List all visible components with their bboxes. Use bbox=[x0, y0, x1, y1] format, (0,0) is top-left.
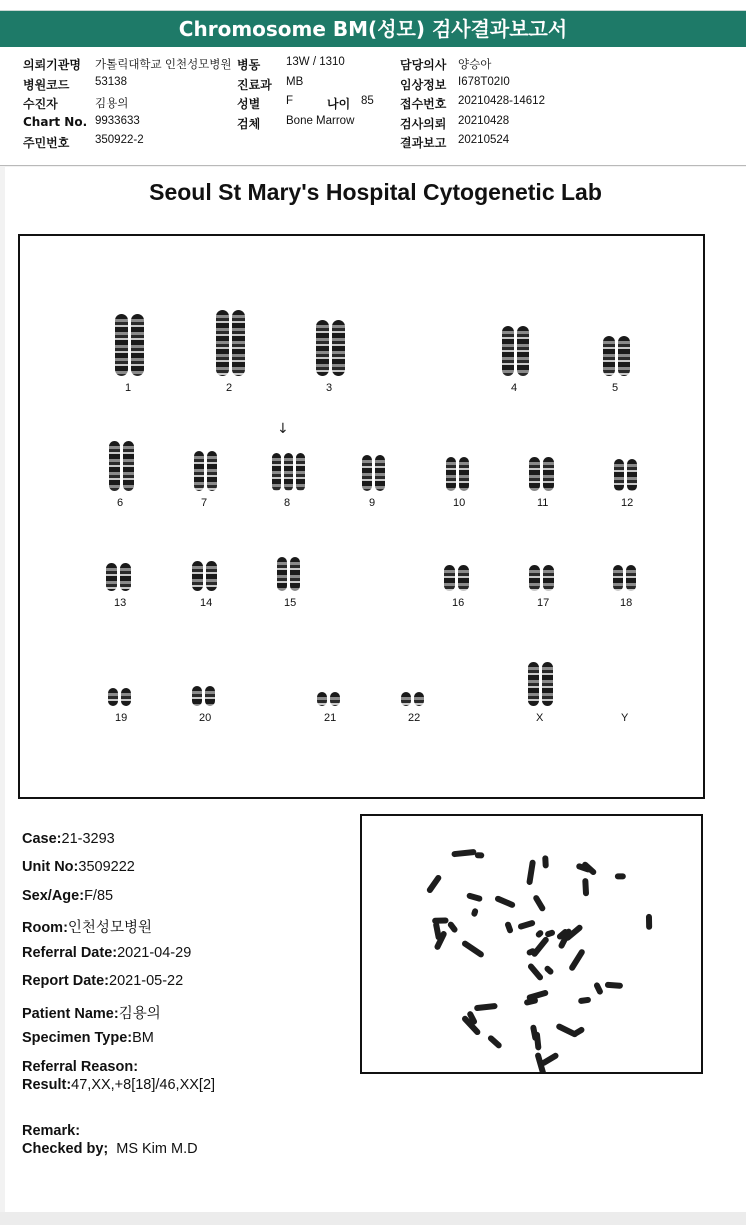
request-value: 20210428 bbox=[458, 115, 510, 127]
request-label: 검사의뢰 bbox=[400, 117, 447, 131]
spread-chromosome bbox=[526, 859, 536, 885]
chromosome-label: 21 bbox=[324, 712, 337, 724]
specimen-label: 검체 bbox=[237, 117, 261, 131]
spread-chromosome bbox=[544, 929, 556, 938]
checked-value: MS Kim M.D bbox=[116, 1141, 198, 1157]
spread-chromosome bbox=[494, 895, 516, 909]
referral-date-line bbox=[22, 945, 191, 961]
result-report-label: 결과보고 bbox=[400, 136, 447, 150]
chromosome bbox=[401, 692, 411, 706]
chromosome-pair-7 bbox=[194, 451, 217, 491]
chromosome-label: 4 bbox=[511, 382, 518, 394]
hospital-code-label: 병원코드 bbox=[23, 78, 70, 92]
chromosome-pair-18 bbox=[613, 565, 636, 591]
chromosome bbox=[528, 662, 539, 706]
referral-date-value: 2021-04-29 bbox=[117, 945, 192, 961]
specimen-value: Bone Marrow bbox=[286, 115, 355, 127]
remark-label: Remark: bbox=[22, 1123, 81, 1139]
clinical-label: 임상정보 bbox=[400, 78, 447, 92]
chromosome bbox=[192, 686, 202, 706]
case-value: 21-3293 bbox=[61, 831, 115, 847]
chromosome bbox=[296, 453, 305, 491]
room-value: 인천성모병원 bbox=[67, 920, 152, 936]
chromosome bbox=[316, 320, 329, 376]
chromosome-pair-X bbox=[528, 662, 553, 706]
chromosome bbox=[458, 565, 469, 591]
age-value: 85 bbox=[361, 95, 374, 107]
chromosome bbox=[109, 441, 120, 491]
chromosome bbox=[232, 310, 245, 376]
chromosome bbox=[529, 457, 540, 491]
case-label: Case: bbox=[22, 831, 62, 847]
chromosome-label: 6 bbox=[117, 497, 124, 509]
chromosome-label: Y bbox=[621, 712, 629, 724]
referral-date-label: Referral Date: bbox=[22, 945, 118, 961]
chromosome bbox=[121, 688, 131, 706]
chromosome bbox=[517, 326, 529, 376]
chromosome-label: 8 bbox=[284, 497, 291, 509]
spread-chromosome bbox=[487, 1034, 503, 1049]
chromosome bbox=[618, 336, 630, 376]
chromosome bbox=[216, 310, 229, 376]
chromosome bbox=[194, 451, 204, 491]
reception-label: 접수번호 bbox=[400, 97, 447, 111]
chromosome-label: X bbox=[536, 712, 544, 724]
chromosome bbox=[205, 686, 215, 706]
chromosome-label: 9 bbox=[369, 497, 376, 509]
specimen-type-label: Specimen Type: bbox=[22, 1030, 133, 1046]
spread-chromosome bbox=[433, 921, 442, 940]
chart-label: Chart No. bbox=[23, 115, 88, 129]
case-line bbox=[22, 831, 115, 847]
chromosome bbox=[272, 453, 281, 491]
chromosome-pair-20 bbox=[192, 686, 215, 706]
spread-chromosome bbox=[466, 892, 483, 902]
chromosome-pair-4 bbox=[502, 326, 529, 376]
chromosome-label: 12 bbox=[621, 497, 634, 509]
sex-label: 성별 bbox=[237, 97, 261, 111]
chromosome bbox=[207, 451, 217, 491]
sexage-line bbox=[22, 888, 113, 904]
report-date-line bbox=[22, 973, 183, 989]
spread-chromosome bbox=[530, 936, 550, 958]
chromosome bbox=[290, 557, 300, 591]
chromosome bbox=[375, 455, 385, 491]
chromosome bbox=[613, 565, 623, 591]
chromosome bbox=[277, 557, 287, 591]
chromosome bbox=[529, 565, 540, 591]
chromosome-pair-22 bbox=[401, 692, 424, 706]
chromosome bbox=[284, 453, 293, 491]
chromosome-pair-1 bbox=[115, 314, 144, 376]
report-date-label: Report Date: bbox=[22, 973, 110, 989]
bottom-strip bbox=[0, 1212, 746, 1225]
chromosome bbox=[603, 336, 615, 376]
sex-value: F bbox=[286, 95, 294, 107]
spread-chromosome bbox=[451, 849, 476, 858]
chromosome bbox=[543, 457, 554, 491]
chromosome bbox=[131, 314, 144, 376]
karyotype-panel bbox=[18, 234, 705, 799]
room-line bbox=[22, 916, 152, 937]
age-label: 나이 bbox=[327, 97, 351, 111]
spread-chromosome bbox=[432, 917, 449, 924]
spread-chromosome bbox=[535, 929, 545, 939]
chromosome-label: 17 bbox=[537, 597, 550, 609]
spread-chromosome bbox=[532, 894, 546, 912]
spread-chromosome bbox=[593, 981, 604, 995]
spread-chromosome bbox=[543, 965, 554, 976]
patient-name-label: Patient Name: bbox=[22, 1006, 119, 1022]
chromosome bbox=[459, 457, 469, 491]
chromosome bbox=[444, 565, 455, 591]
chromosome-label: 15 bbox=[284, 597, 297, 609]
chromosome bbox=[446, 457, 456, 491]
spread-chromosome bbox=[534, 1032, 542, 1051]
spread-chromosome bbox=[605, 982, 623, 989]
chromosome bbox=[614, 459, 624, 491]
chromosome bbox=[192, 561, 203, 591]
physician-value: 양승아 bbox=[458, 59, 492, 71]
id-label: 주민번호 bbox=[23, 136, 70, 150]
hospital-code-value: 53138 bbox=[95, 76, 127, 88]
spread-chromosome bbox=[542, 855, 549, 868]
lab-title: Seoul St Mary's Hospital Cytogenetic Lab bbox=[149, 179, 602, 205]
chromosome bbox=[330, 692, 340, 706]
chromosome bbox=[108, 688, 118, 706]
chromosome bbox=[414, 692, 424, 706]
remark-line bbox=[22, 1123, 80, 1139]
chromosome bbox=[542, 662, 553, 706]
patient-info-panel bbox=[0, 47, 746, 166]
ward-value: 13W / 1310 bbox=[286, 56, 345, 68]
top-spacer bbox=[0, 0, 746, 10]
chromosome-pair-6 bbox=[109, 441, 134, 491]
chromosome bbox=[332, 320, 345, 376]
chromosome-pair-11 bbox=[529, 457, 554, 491]
spread-chromosome bbox=[471, 908, 479, 918]
chromosome-label: 3 bbox=[326, 382, 333, 394]
chromosome-label: 20 bbox=[199, 712, 212, 724]
unit-line bbox=[22, 859, 135, 875]
specimen-type-value: BM bbox=[132, 1030, 154, 1046]
spread-chromosome bbox=[582, 878, 589, 896]
unit-value: 3509222 bbox=[78, 859, 135, 875]
chromosome bbox=[115, 314, 128, 376]
department-label: 진료과 bbox=[237, 78, 272, 92]
room-label: Room: bbox=[22, 920, 68, 936]
institution-value: 가톨릭대학교 인천성모병원 bbox=[95, 59, 232, 71]
chromosome-pair-10 bbox=[446, 457, 469, 491]
result-value: 47,XX,+8[18]/46,XX[2] bbox=[71, 1077, 216, 1093]
chromosome-pair-19 bbox=[108, 688, 131, 706]
cytogenetic-report bbox=[5, 167, 746, 1212]
chromosome-label: 18 bbox=[620, 597, 633, 609]
chromosome bbox=[317, 692, 327, 706]
chromosome bbox=[123, 441, 134, 491]
chromosome bbox=[627, 459, 637, 491]
spread-chromosome bbox=[578, 997, 592, 1005]
chromosome bbox=[206, 561, 217, 591]
referral-reason-label: Referral Reason: bbox=[22, 1059, 139, 1075]
department-value: MB bbox=[286, 76, 304, 88]
chromosome-label: 19 bbox=[115, 712, 128, 724]
spread-chromosome bbox=[447, 920, 459, 933]
physician-label: 담당의사 bbox=[400, 58, 447, 72]
clinical-value: I678T02I0 bbox=[458, 76, 510, 88]
reception-value: 20210428-14612 bbox=[458, 95, 545, 107]
abnormality-arrow-icon: ↓ bbox=[277, 421, 289, 437]
chromosome bbox=[543, 565, 554, 591]
chromosome-label: 11 bbox=[537, 497, 549, 509]
id-value: 350922-2 bbox=[95, 134, 144, 146]
patient-name-line bbox=[22, 1002, 161, 1023]
checked-line bbox=[22, 1141, 198, 1157]
spread-chromosome bbox=[475, 852, 485, 858]
result-report-value: 20210524 bbox=[458, 134, 510, 146]
chromosome-pair-8 bbox=[272, 453, 305, 491]
chromosome-label: 16 bbox=[452, 597, 465, 609]
chromosome-pair-12 bbox=[614, 459, 637, 491]
chromosome-pair-13 bbox=[106, 563, 131, 591]
specimen-type-line bbox=[22, 1030, 154, 1046]
spread-chromosome bbox=[568, 948, 586, 972]
examinee-label: 수진자 bbox=[23, 97, 58, 111]
result-label: Result: bbox=[22, 1077, 72, 1093]
chromosome bbox=[626, 565, 636, 591]
chromosome-label: 14 bbox=[200, 597, 213, 609]
chromosome-pair-2 bbox=[216, 310, 245, 376]
spread-chromosome bbox=[646, 914, 652, 930]
report-date-value: 2021-05-22 bbox=[109, 973, 184, 989]
chromosome-pair-21 bbox=[317, 692, 340, 706]
result-line bbox=[22, 1077, 215, 1093]
patient-name-value: 김용의 bbox=[118, 1006, 161, 1022]
spread-chromosome bbox=[517, 919, 536, 930]
chart-value: 9933633 bbox=[95, 115, 140, 127]
chromosome-pair-3 bbox=[316, 320, 345, 376]
chromosome-pair-16 bbox=[444, 565, 469, 591]
spread-chromosome bbox=[426, 874, 443, 894]
ward-label: 병동 bbox=[237, 58, 261, 72]
metaphase-spread-svg bbox=[362, 816, 701, 1072]
chromosome-label: 22 bbox=[408, 712, 421, 724]
chromosome-pair-9 bbox=[362, 455, 385, 491]
chromosome-pair-17 bbox=[529, 565, 554, 591]
chromosome-label: 7 bbox=[201, 497, 208, 509]
sexage-value: F/85 bbox=[84, 888, 114, 904]
checked-label: Checked by; bbox=[22, 1141, 109, 1157]
spread-chromosome bbox=[540, 1052, 560, 1067]
referral-reason-line bbox=[22, 1059, 138, 1075]
spread-chromosome bbox=[474, 1003, 498, 1011]
chromosome-label: 5 bbox=[612, 382, 619, 394]
chromosome-pair-5 bbox=[603, 336, 630, 376]
spread-chromosome bbox=[461, 940, 485, 959]
metaphase-spread-image bbox=[360, 814, 703, 1074]
spread-chromosome bbox=[527, 962, 545, 981]
chromosome bbox=[106, 563, 117, 591]
chromosome bbox=[120, 563, 131, 591]
chromosome bbox=[502, 326, 514, 376]
chromosome-pair-15 bbox=[277, 557, 300, 591]
spread-chromosome bbox=[615, 873, 626, 879]
examinee-value: 김용의 bbox=[95, 98, 129, 110]
chromosome-label: 2 bbox=[226, 382, 233, 394]
sexage-label: Sex/Age: bbox=[22, 888, 85, 904]
unit-label: Unit No: bbox=[22, 859, 79, 875]
chromosome bbox=[362, 455, 372, 491]
spread-chromosome bbox=[504, 921, 514, 934]
institution-label: 의뢰기관명 bbox=[23, 58, 81, 72]
chromosome-label: 10 bbox=[453, 497, 466, 509]
chromosome-label: 13 bbox=[114, 597, 127, 609]
report-title: Chromosome BM(성모) 검사결과보고서 bbox=[0, 10, 746, 48]
chromosome-pair-14 bbox=[192, 561, 217, 591]
chromosome-label: 1 bbox=[125, 382, 132, 394]
